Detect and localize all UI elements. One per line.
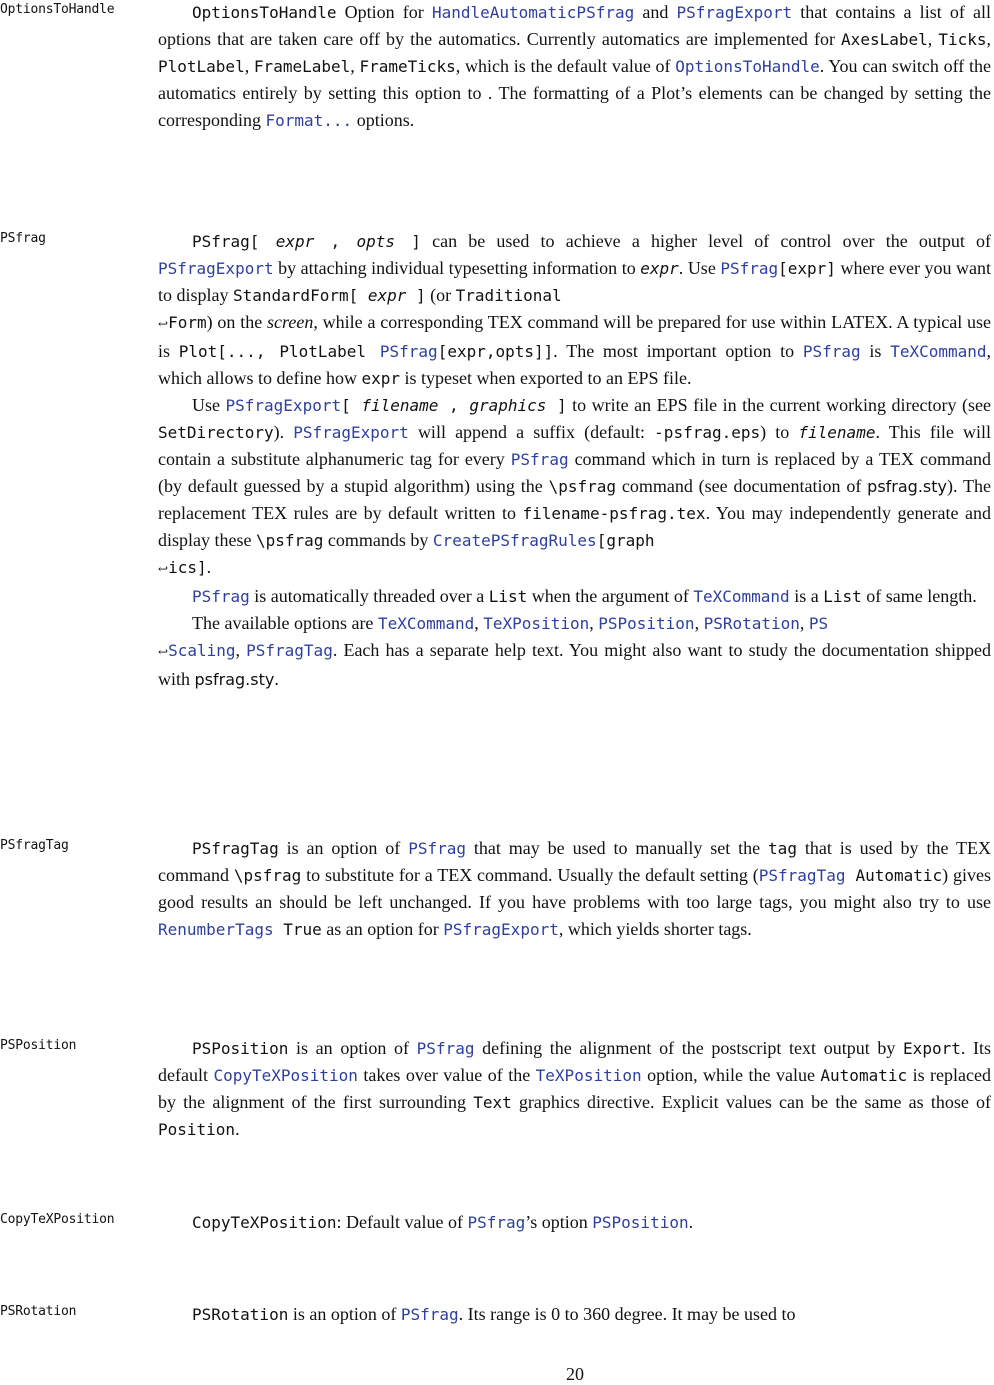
text: ) on the <box>206 312 268 332</box>
code: ] <box>395 232 421 251</box>
link-psfragexport[interactable]: PSfragExport <box>443 920 559 939</box>
filename: psfrag.sty <box>867 477 947 496</box>
term-psfrag: PSfrag <box>0 231 46 246</box>
text: ) gives good results an should be left unchanged. If you have problems with too large tags, you might also try to use <box>158 865 992 912</box>
code: \psfrag <box>548 477 616 496</box>
code: Automatic <box>845 866 943 885</box>
text: . You can switch off the automatics entirely by setting this option to . The formatting of a Plot’s elements can be changed by setting the corresponding <box>158 56 992 130</box>
link-psfrag[interactable]: PSfrag <box>467 1213 526 1232</box>
code: StandardForm[ <box>233 286 368 305</box>
definition-psfragtag <box>158 835 991 943</box>
link-texcommand[interactable]: TeXCommand <box>377 614 475 633</box>
text: as an option for <box>321 919 444 939</box>
link-texcommand[interactable]: TeXCommand <box>890 342 987 361</box>
code-arg: expr <box>640 259 679 278</box>
text: . <box>206 557 212 577</box>
text: Option for <box>336 2 432 22</box>
code: Form <box>168 313 207 332</box>
link-psposition[interactable]: PSPosition <box>598 614 695 633</box>
definition-psposition <box>158 1035 991 1143</box>
text: . <box>274 669 279 689</box>
code: -psfrag.eps <box>654 423 761 442</box>
code: FrameTicks <box>359 57 456 76</box>
text: is <box>860 341 891 361</box>
link-optionstohandle[interactable]: OptionsToHandle <box>675 57 820 76</box>
link-createpsfragrules[interactable]: CreatePSfragRules <box>432 531 597 550</box>
code: FrameLabel <box>253 57 351 76</box>
text: command (see documentation of <box>616 476 868 496</box>
term-psrotation: PSRotation <box>0 1304 77 1319</box>
text: takes over value of the <box>357 1065 536 1085</box>
text: command which in turn is replaced by a TEX command (by default guessed by a stupid algorithm) using the <box>158 449 991 496</box>
emphasis: screen <box>267 312 314 332</box>
text: by attaching individual typesetting information to <box>273 258 641 278</box>
text: that may be used to manually set the <box>466 838 769 858</box>
link-psfrag[interactable]: PSfrag <box>802 342 861 361</box>
link-handleautomaticpsfrag[interactable]: HandleAutomaticPSfrag <box>431 3 635 22</box>
link-psfragtag[interactable]: PSfragTag <box>758 866 846 885</box>
link-psfragtag[interactable]: PSfragTag <box>246 641 333 660</box>
paragraph <box>158 1035 991 1143</box>
code: SetDirectory <box>158 423 274 442</box>
code: [graph <box>596 531 655 550</box>
code: ics] <box>168 558 207 577</box>
text: , while a corresponding TEX command will be prepared for use within LATEX. A typical use is <box>158 312 991 361</box>
paragraph <box>158 0 991 134</box>
text: is automatically threaded over a <box>249 586 489 606</box>
link-psfragexport[interactable]: PSfragExport <box>158 259 274 278</box>
text: is an option of <box>278 838 409 858</box>
term-options-to-handle: OptionsToHandle <box>0 2 115 17</box>
text: ’s option <box>525 1212 593 1232</box>
link-format[interactable]: Format... <box>265 111 353 130</box>
code: PSfrag[ <box>192 232 276 251</box>
code: , <box>438 396 470 415</box>
term-psfragtag: PSfragTag <box>0 838 69 853</box>
code: Export <box>903 1039 961 1058</box>
text: where ever you want to display <box>158 258 991 305</box>
code: tag <box>768 839 797 858</box>
paragraph <box>158 583 991 610</box>
text: , <box>694 613 704 633</box>
code: Plot[..., PlotLabel <box>178 342 380 361</box>
link-psfragexport[interactable]: PSfragExport <box>293 423 409 442</box>
paragraph <box>158 610 991 693</box>
text: . Each has a separate help text. You might also want to study the documentation shipped with <box>158 640 991 689</box>
code: CopyTeXPosition <box>192 1213 337 1232</box>
code: AxesLabel <box>841 30 928 49</box>
text: . Use <box>678 258 721 278</box>
text: , <box>986 29 992 49</box>
code: Ticks <box>938 30 987 49</box>
link-psfragexport[interactable]: PSfragExport <box>225 396 342 415</box>
text: when the argument of <box>527 586 694 606</box>
link-psfrag[interactable]: PSfrag <box>408 839 466 858</box>
link-texcommand[interactable]: TeXCommand <box>693 587 790 606</box>
code: Traditional <box>455 286 562 305</box>
text: . You may independently generate and display these <box>158 503 991 550</box>
code: OptionsToHandle <box>192 3 337 22</box>
code-arg: filename <box>798 423 876 442</box>
text: ). <box>273 422 294 442</box>
code-arg: graphics <box>469 396 547 415</box>
link-psfrag[interactable]: PSfrag <box>400 1305 459 1324</box>
continuation-arrow-icon: ↩ <box>158 317 169 331</box>
text: of same length. <box>861 586 977 606</box>
link-psscaling[interactable]: Scaling <box>168 641 236 660</box>
code-arg: expr <box>275 232 315 251</box>
code: [ <box>341 396 362 415</box>
code: ] <box>546 396 567 415</box>
term-psposition: PSPosition <box>0 1038 77 1053</box>
link-texposition[interactable]: TeXPosition <box>535 1066 642 1085</box>
link-psfrag[interactable]: PSfrag <box>379 342 438 361</box>
text: , <box>244 56 254 76</box>
page-number: 20 <box>566 1364 584 1384</box>
code: Text <box>473 1093 512 1112</box>
code: \psfrag <box>233 866 302 885</box>
code: PSfragTag <box>192 839 279 858</box>
continuation-arrow-icon: ↩ <box>158 645 169 659</box>
text: options. <box>352 110 415 130</box>
code: List <box>823 587 862 606</box>
text: is an option of <box>288 1304 401 1324</box>
code-arg: opts <box>356 232 396 251</box>
text: option, while the value <box>641 1065 821 1085</box>
text: . The most important option to <box>553 341 803 361</box>
code: , <box>314 232 357 251</box>
text: graphics directive. Explicit values can be the same as those of <box>511 1092 991 1112</box>
code: expr <box>361 369 400 388</box>
code: PSRotation <box>192 1305 289 1324</box>
code: Position <box>158 1120 236 1139</box>
text: , <box>589 613 599 633</box>
code: PSPosition <box>192 1039 289 1058</box>
code: Automatic <box>820 1066 908 1085</box>
text: , <box>474 613 484 633</box>
text: . Its range is 0 to 360 degree. It may be used to <box>458 1304 796 1324</box>
link-copytexposition[interactable]: CopyTeXPosition <box>213 1066 358 1085</box>
code: PlotLabel <box>158 57 245 76</box>
paragraph <box>158 1209 991 1236</box>
text: will append a suffix (default: <box>408 422 655 442</box>
code: [expr,opts]] <box>437 342 554 361</box>
text: . <box>235 1119 240 1139</box>
link-psposition[interactable]: PSPosition <box>592 1213 689 1232</box>
text: is an option of <box>288 1038 417 1058</box>
text: , <box>799 613 809 633</box>
definition-copytexposition <box>158 1209 991 1236</box>
code: True <box>273 920 322 939</box>
text: that contains a list of all options that are taken care off by the automatics. Currently automatics are implemented for <box>158 2 991 49</box>
definition-options-to-handle <box>158 0 991 134</box>
text: , <box>927 29 939 49</box>
continuation-arrow-icon: ↩ <box>158 562 169 576</box>
text: , which allows to define how <box>158 341 992 388</box>
text: The available options are <box>192 613 378 633</box>
text: . This file will contain a substitute alphanumeric tag for every <box>158 422 991 469</box>
link-psrotation[interactable]: PSRotation <box>703 614 800 633</box>
text: , <box>235 640 247 660</box>
code: [expr] <box>778 259 836 278</box>
text: (or <box>425 285 456 305</box>
text: , which yields shorter tags. <box>558 919 752 939</box>
definition-psfrag <box>158 228 991 693</box>
text: ). The replacement TEX rules are by default written to <box>158 476 992 523</box>
text: can be used to achieve a higher level of control over the output of <box>420 231 992 251</box>
text: : Default value of <box>336 1212 468 1232</box>
term-copytexposition: CopyTeXPosition <box>0 1212 115 1227</box>
text: is a <box>789 586 824 606</box>
filename: psfrag.sty <box>194 670 275 689</box>
text: is typeset when exported to an EPS file. <box>400 368 692 388</box>
link-psscaling[interactable]: PS <box>808 614 829 633</box>
text: to substitute for a TEX command. Usually the default setting ( <box>301 865 759 885</box>
paragraph <box>158 835 991 943</box>
text: , <box>350 56 360 76</box>
text: to write an EPS file in the current working directory (see <box>566 395 991 415</box>
definition-psrotation <box>158 1301 991 1328</box>
text: , which is the default value of <box>455 56 676 76</box>
link-psfrag[interactable]: PSfrag <box>720 259 779 278</box>
paragraph <box>158 1301 991 1328</box>
link-psfragexport[interactable]: PSfragExport <box>676 3 793 22</box>
link-psfrag[interactable]: PSfrag <box>510 450 569 469</box>
code: \psfrag <box>255 531 324 550</box>
text: defining the alignment of the postscript text output by <box>474 1038 904 1058</box>
text: and <box>634 2 677 22</box>
code: List <box>488 587 528 606</box>
text: commands by <box>323 530 433 550</box>
text: . <box>688 1212 694 1232</box>
link-psfrag[interactable]: PSfrag <box>416 1039 475 1058</box>
code-arg: filename <box>361 396 439 415</box>
text: that is used by the TEX command <box>158 838 991 885</box>
code-arg: expr <box>367 286 407 305</box>
code: ] <box>406 286 426 305</box>
paragraph <box>158 392 991 583</box>
code: filename-psfrag.tex <box>522 504 706 523</box>
text: Use <box>192 395 226 415</box>
link-texposition[interactable]: TeXPosition <box>483 614 590 633</box>
text: ) to <box>760 422 799 442</box>
paragraph <box>158 228 991 392</box>
link-psfrag[interactable]: PSfrag <box>192 587 250 606</box>
text: . Its default <box>158 1038 992 1085</box>
text: is replaced by the alignment of the first surrounding <box>158 1065 991 1112</box>
link-renumbertags[interactable]: RenumberTags <box>158 920 274 939</box>
